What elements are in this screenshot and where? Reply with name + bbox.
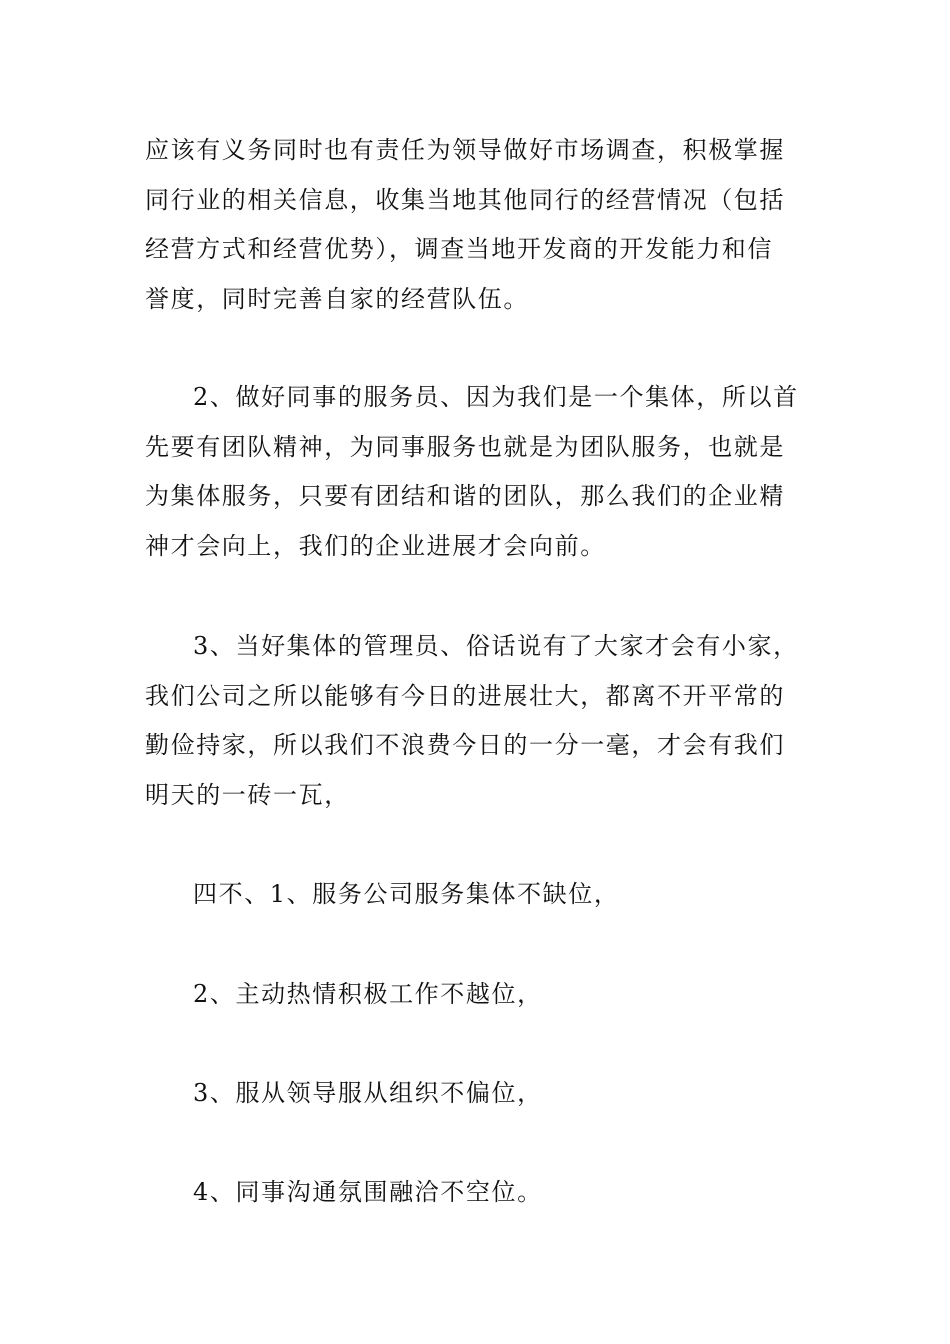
text-line: 3、当好集体的管理员、俗话说有了大家才会有小家， — [193, 632, 799, 660]
text-line: 应该有义务同时也有责任为领导做好市场调查，积极掌握 — [145, 136, 785, 164]
paragraph-market-research — [145, 126, 810, 324]
text-line: 先要有团队精神，为同事服务也就是为团队服务，也就是 — [145, 432, 785, 461]
paragraph-four-nots-1 — [145, 870, 810, 920]
text-line: 勤俭持家，所以我们不浪费今日的一分一毫，才会有我们 — [145, 731, 785, 759]
text-line: 明天的一砖一瓦， — [145, 780, 350, 809]
text-line: 4、同事沟通氛围融洽不空位。 — [193, 1178, 543, 1206]
paragraph-four-nots-3 — [145, 1069, 810, 1119]
paragraph-collective-manager — [145, 622, 810, 820]
text-line: 2、做好同事的服务员、因为我们是一个集体，所以首 — [193, 383, 799, 411]
paragraph-colleague-service — [145, 373, 810, 571]
text-line: 神才会向上，我们的企业进展才会向前。 — [145, 531, 606, 560]
text-line: 2、主动热情积极工作不越位， — [193, 980, 543, 1008]
paragraph-four-nots-2 — [145, 970, 810, 1020]
text-line: 同行业的相关信息，收集当地其他同行的经营情况（包括 — [145, 185, 785, 214]
paragraph-four-nots-4 — [145, 1168, 810, 1218]
text-line: 我们公司之所以能够有今日的进展壮大，都离不开平常的 — [145, 681, 785, 710]
text-line: 四不、1、服务公司服务集体不缺位， — [193, 880, 620, 908]
text-line: 为集体服务，只要有团结和谐的团队，那么我们的企业精 — [145, 482, 785, 510]
text-line: 3、服从领导服从组织不偏位， — [193, 1079, 543, 1107]
text-line: 经营方式和经营优势），调查当地开发商的开发能力和信 — [145, 235, 773, 263]
text-line: 誉度，同时完善自家的经营队伍。 — [145, 284, 529, 313]
